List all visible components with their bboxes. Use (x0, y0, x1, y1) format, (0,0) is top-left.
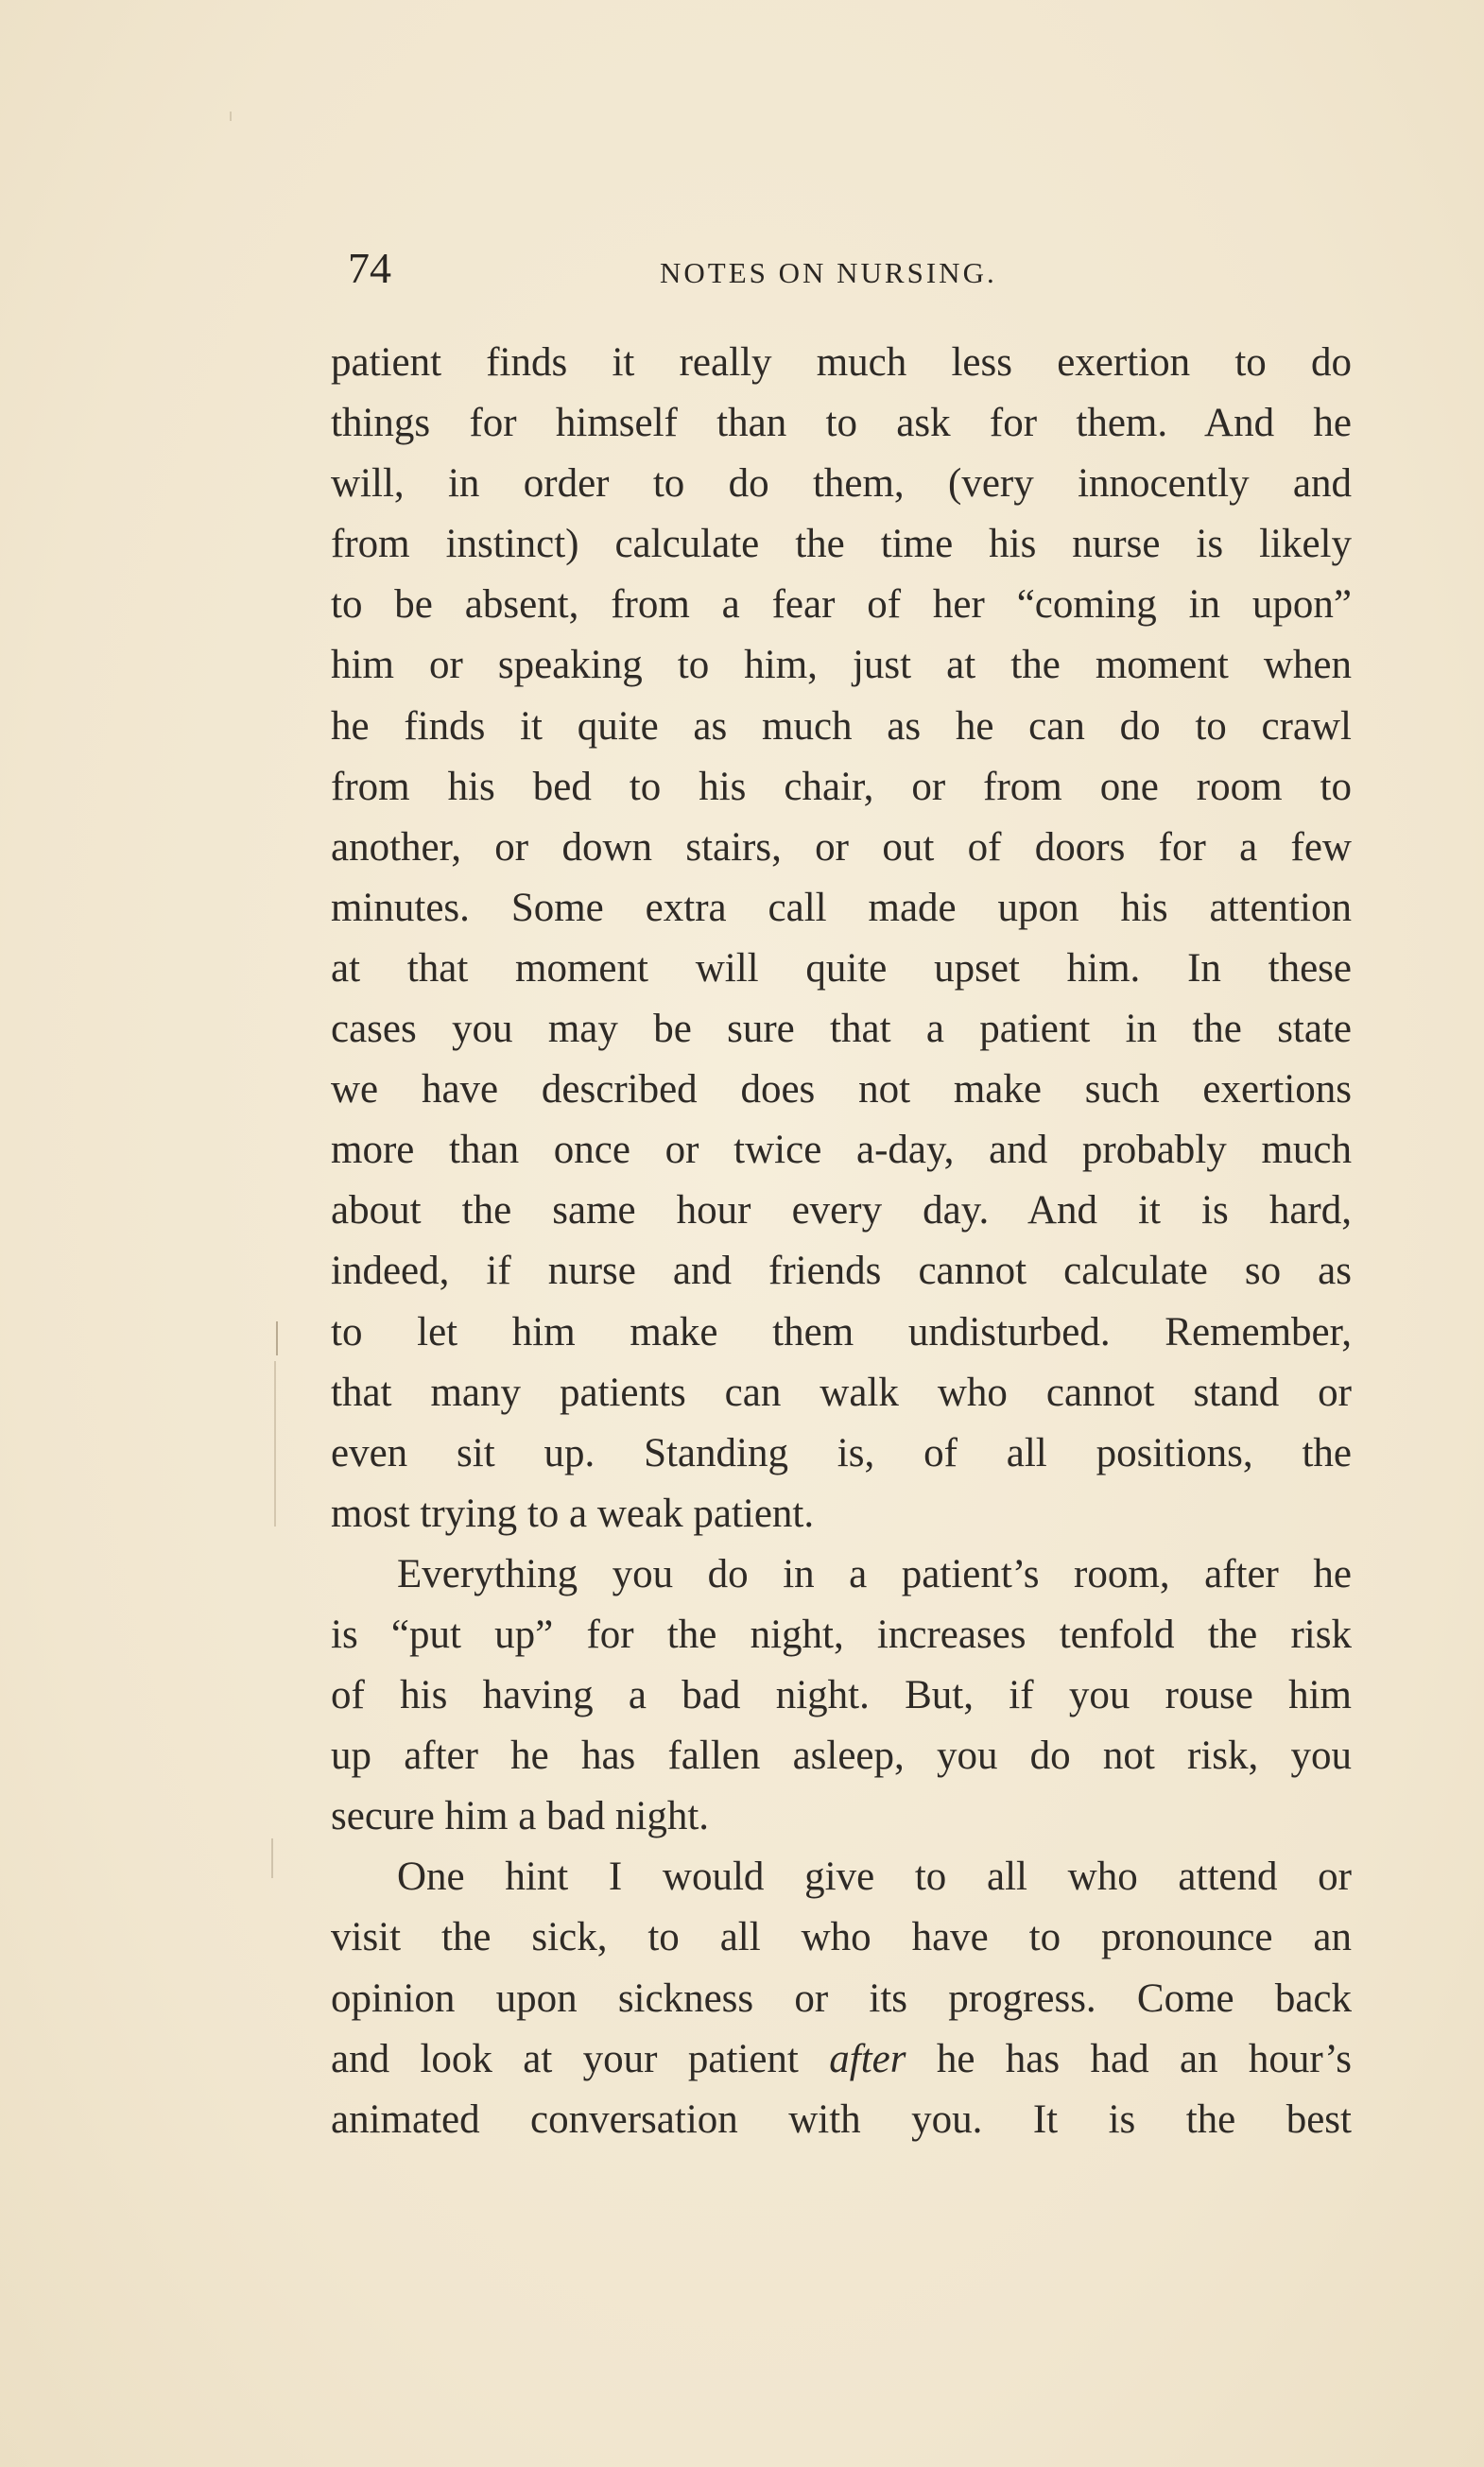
body-text (331, 333, 1352, 2150)
text-line: Everything you do in a patient’s room, after he (397, 1551, 1352, 1596)
text-line: up after he has fallen asleep, you do not risk, you (331, 1734, 1352, 1779)
text-line: minutes. Some extra call made upon his attention (331, 885, 1352, 930)
text-line: will, in order to do them, (very innocently and (331, 461, 1352, 507)
text-line: patient finds it really much less exertion to do (331, 340, 1352, 385)
text-line: from instinct) calculate the time his nurse is likely (331, 522, 1352, 567)
text-line: is “put up” for the night, increases tenfold the risk (331, 1612, 1352, 1657)
text-line: we have described does not make such exertions (331, 1067, 1352, 1113)
text-line: secure him a bad night. (331, 1794, 710, 1839)
text-line: things for himself than to ask for them. And he (331, 401, 1352, 446)
text-line: opinion upon sickness or its progress. Come back (331, 1975, 1352, 2021)
text-line: most trying to a weak patient. (331, 1491, 815, 1536)
text-line: that many patients can walk who cannot stand or (331, 1370, 1352, 1415)
text-line: and look at your patient after he has had an hour’s (331, 2036, 1352, 2081)
text-line: to be absent, from a fear of her “coming in upon” (331, 582, 1352, 628)
margin-mark (230, 112, 232, 121)
margin-mark (271, 1838, 273, 1878)
text-line: animated conversation with you. It is the best (331, 2096, 1352, 2142)
margin-mark (276, 1321, 278, 1355)
text-line: him or speaking to him, just at the moment when (331, 643, 1352, 688)
running-title: NOTES ON NURSING. (660, 256, 997, 289)
running-head (348, 238, 1047, 304)
text-line: even sit up. Standing is, of all positions, the (331, 1430, 1352, 1475)
text-line: about the same hour every day. And it is hard, (331, 1188, 1352, 1234)
text-line: from his bed to his chair, or from one room to (331, 764, 1352, 809)
text-line: at that moment will quite upset him. In these (331, 945, 1352, 991)
text-line: of his having a bad night. But, if you rouse him (331, 1673, 1352, 1718)
page-number: 74 (348, 244, 391, 292)
text-line: more than once or twice a-day, and probably much (331, 1128, 1352, 1173)
text-line: indeed, if nurse and friends cannot calculate so as (331, 1249, 1352, 1294)
text-line: another, or down stairs, or out of doors for a few (331, 824, 1352, 870)
text-line: to let him make them undisturbed. Remember, (331, 1309, 1352, 1354)
text-line: One hint I would give to all who attend or (397, 1855, 1352, 1900)
text-line: visit the sick, to all who have to pronounce an (331, 1915, 1352, 1960)
margin-mark (274, 1361, 276, 1527)
text-line: he finds it quite as much as he can do to crawl (331, 703, 1352, 749)
text-line: cases you may be sure that a patient in the state (331, 1007, 1352, 1052)
